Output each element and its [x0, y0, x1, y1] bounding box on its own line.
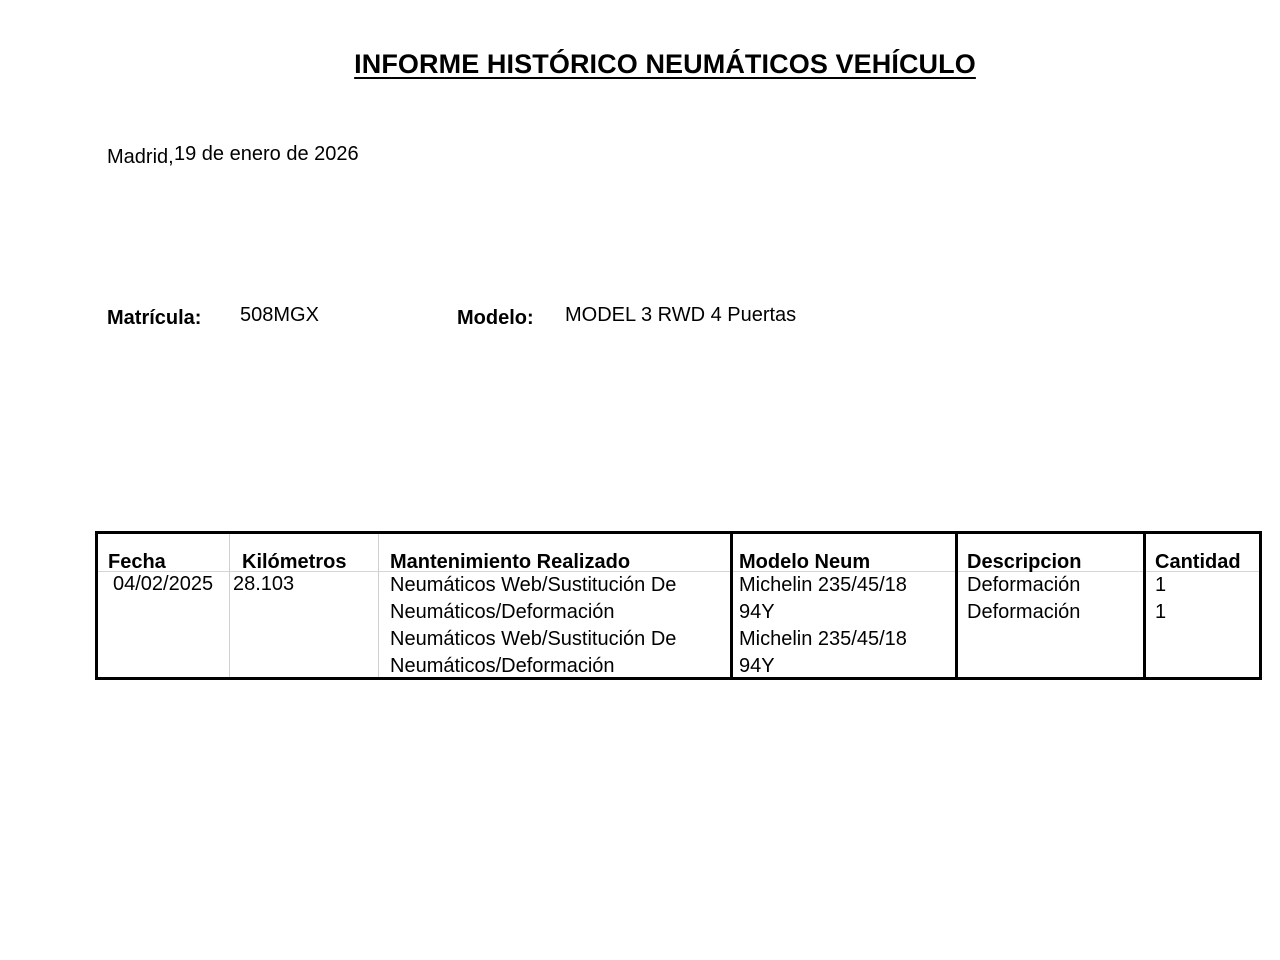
- model-label: Modelo:: [457, 307, 534, 329]
- cell-fecha: 04/02/2025: [113, 573, 214, 595]
- mantenimiento-line: Neumáticos/Deformación: [390, 655, 615, 677]
- cell-descripcion: [967, 572, 1080, 626]
- modelo-neum-line: 94Y: [739, 601, 775, 623]
- descripcion-line: Deformación: [967, 601, 1081, 623]
- column-divider: [730, 534, 733, 677]
- header-descripcion: Descripcion: [967, 551, 1082, 573]
- column-divider: [378, 534, 379, 677]
- model-value: MODEL 3 RWD 4 Puertas: [565, 304, 797, 326]
- column-divider: [229, 534, 230, 677]
- cantidad-line: 1: [1155, 601, 1167, 623]
- report-title: INFORME HISTÓRICO NEUMÁTICOS VEHÍCULO: [354, 49, 976, 79]
- cell-mantenimiento: [390, 572, 676, 680]
- plate-label: Matrícula:: [107, 307, 202, 329]
- header-fecha: Fecha: [108, 551, 166, 573]
- header-cantidad: Cantidad: [1155, 551, 1241, 573]
- modelo-neum-line: Michelin 235/45/18: [739, 574, 907, 596]
- cell-modelo-neum: [739, 572, 907, 680]
- cell-kilometros: 28.103: [233, 573, 295, 595]
- mantenimiento-line: Neumáticos Web/Sustitución De: [390, 628, 677, 650]
- column-divider: [955, 534, 958, 677]
- header-modelo-neum: Modelo Neum: [739, 551, 871, 573]
- descripcion-line: Deformación: [967, 574, 1081, 596]
- tyre-history-table: [95, 531, 1262, 680]
- cantidad-line: 1: [1155, 574, 1167, 596]
- modelo-neum-line: 94Y: [739, 655, 775, 677]
- report-place: Madrid,: [107, 146, 174, 168]
- modelo-neum-line: Michelin 235/45/18: [739, 628, 907, 650]
- header-mantenimiento: Mantenimiento Realizado: [390, 551, 631, 573]
- report-date: 19 de enero de 2026: [174, 143, 359, 165]
- header-kilometros: Kilómetros: [242, 551, 347, 573]
- plate-value: 508MGX: [240, 304, 319, 326]
- mantenimiento-line: Neumáticos Web/Sustitución De: [390, 574, 677, 596]
- cell-cantidad: [1155, 572, 1166, 626]
- mantenimiento-line: Neumáticos/Deformación: [390, 601, 615, 623]
- column-divider: [1143, 534, 1146, 677]
